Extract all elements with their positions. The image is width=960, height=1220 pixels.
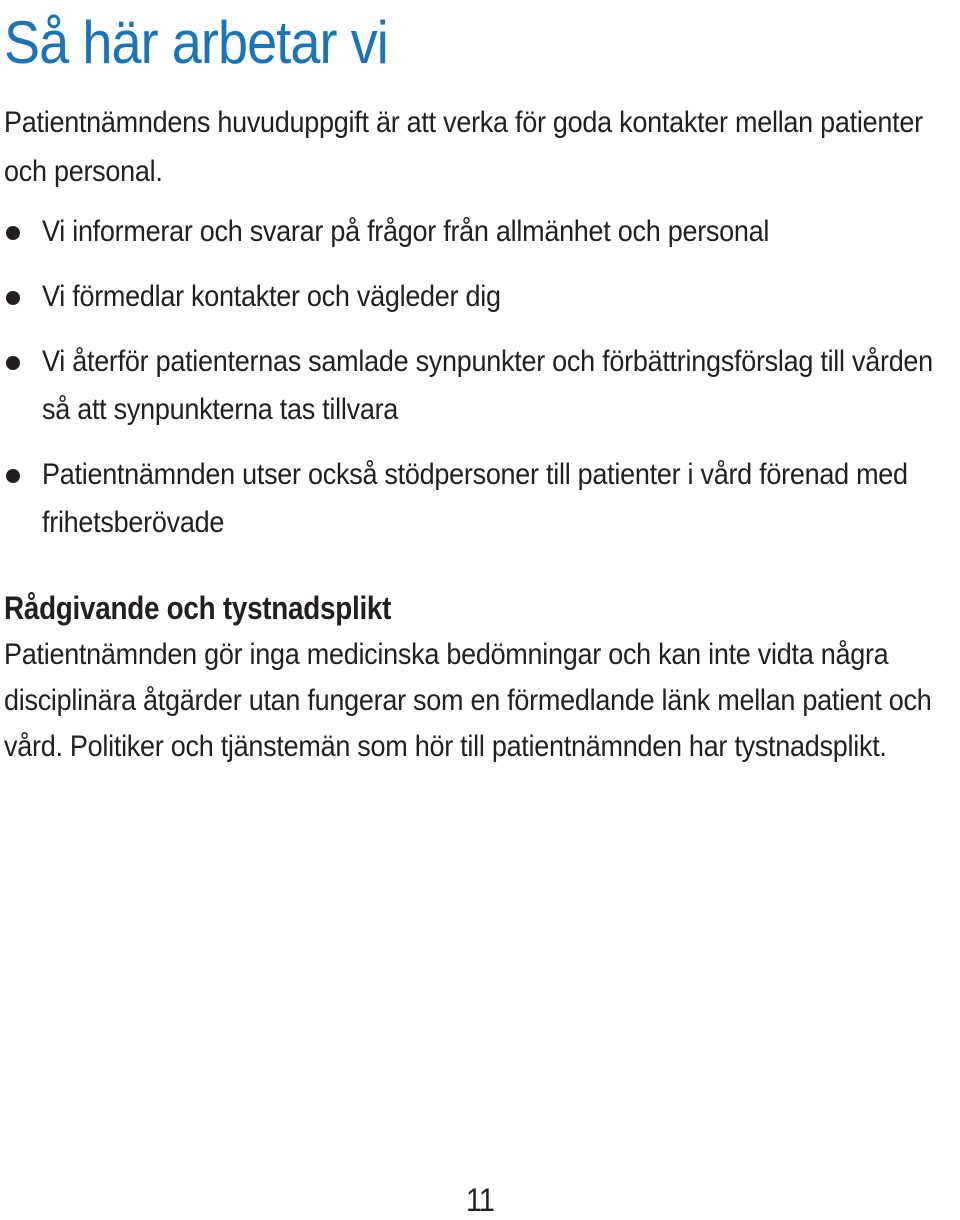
section-body: Patientnämnden gör inga medicinska bedömningar och kan inte vidta några disciplinära åtgärder utan fungerar som en förmedlande länk mellan patient och vård. Politiker och tjänstemän som hör till patientnämnden har tystnadsplikt.	[4, 638, 932, 763]
intro-paragraph: Patientnämndens huvuduppgift är att verka för goda kontakter mellan patienter och personal.	[4, 106, 923, 188]
list-item	[0, 338, 960, 434]
bullet-list	[0, 208, 960, 547]
page-title: Så här arbetar vi	[4, 9, 388, 76]
list-item	[0, 451, 960, 547]
bullet-text: Patientnämnden utser också stödpersoner till patienter i vård förenad med frihetsberövade	[42, 458, 908, 539]
bullet-icon	[6, 356, 20, 370]
bullet-text: Vi förmedlar kontakter och vägleder dig	[42, 280, 501, 313]
list-item	[0, 208, 960, 256]
bullet-icon	[6, 226, 20, 240]
bullet-icon	[6, 291, 20, 305]
bullet-icon	[6, 469, 20, 483]
page-number: 11	[465, 1182, 495, 1218]
bullet-text: Vi informerar och svarar på frågor från allmänhet och personal	[42, 215, 770, 248]
list-item	[0, 273, 960, 321]
bullet-text: Vi återför patienternas samlade synpunkter och förbättringsförslag till vården så att synpunkterna tas tillvara	[42, 345, 933, 426]
section-heading: Rådgivande och tystnadsplikt	[4, 590, 392, 626]
